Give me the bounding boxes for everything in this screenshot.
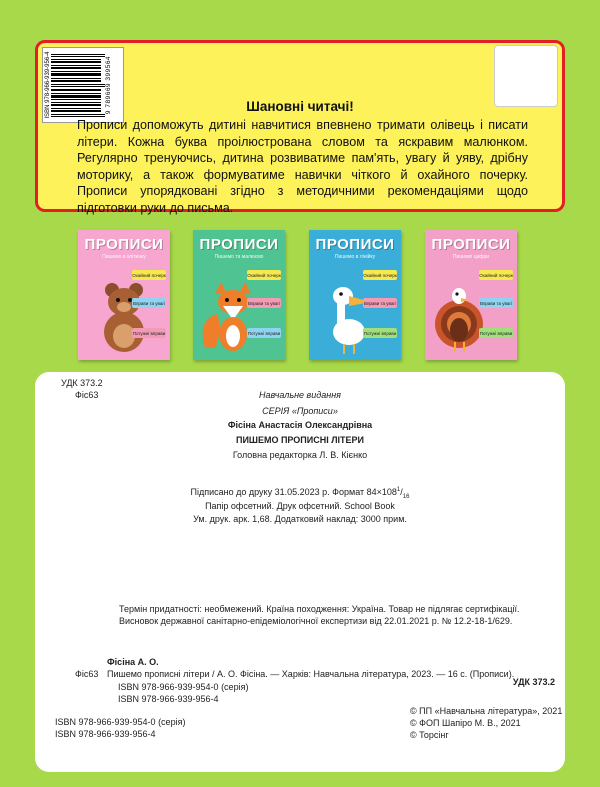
book-cover-bear <box>78 230 170 360</box>
author-short: Фісіна А. О. <box>107 657 159 667</box>
udk-code: УДК 373.2 <box>61 378 103 388</box>
print-info-line3: Ум. друк. арк. 1,68. Додатковий наклад: 3000 прим. <box>193 514 407 524</box>
series-books <box>0 230 600 370</box>
book-tag: Вправи та увагі <box>132 298 166 308</box>
book-tag: Потужні вправи <box>132 328 166 338</box>
intro-card <box>35 40 565 215</box>
book-tag: Охайний почерк <box>363 270 397 280</box>
book-tag: Вправи та увагі <box>363 298 397 308</box>
book-tag: Потужні вправи <box>363 328 397 338</box>
barcode-number: 9 789669 399564 <box>105 55 112 115</box>
author-code: Фіс63 <box>75 390 99 400</box>
isbn-book: ISBN 978-966-939-956-4 <box>118 694 219 704</box>
author-code-2: Фіс63 <box>75 669 99 679</box>
book-subtitle: Пишемо в лінійку <box>334 254 376 260</box>
validity-line1: Термін придатності: необмежений. Країна походження: Україна. Товар не підлягає сертифікації. <box>119 604 520 614</box>
copyright-line3: © Торсінг <box>410 730 449 740</box>
book-tag: Потужні вправи <box>479 328 513 338</box>
print-info-line1: Підписано до друку 31.05.2023 р. Формат $84\times 108^1/_{16}$ <box>190 487 410 500</box>
book-tag: Охайний почерк <box>479 270 513 280</box>
book-tag: Охайний почерк <box>132 270 166 280</box>
book-tag: Охайний почерк <box>247 270 281 280</box>
series-name: СЕРІЯ «Прописи» <box>262 406 338 416</box>
book-title-imprint: ПИШЕМО ПРОПИСНІ ЛІТЕРИ <box>235 435 365 445</box>
book-tag: Потужні вправи <box>247 328 281 338</box>
book-subtitle: Пишемо цифри <box>452 254 490 260</box>
book-cover-pelican <box>309 230 401 360</box>
greeting-heading: Шановні читачі! <box>246 99 354 114</box>
print-info-line2: Папір офсетний. Друк офсетний. School Book <box>205 501 395 511</box>
barcode-isbn: ISBN 978-966-939-956-4 <box>45 51 51 119</box>
book-cover-fox <box>193 230 285 360</box>
book-title: ПРОПИСИ <box>431 236 511 253</box>
author-full-name: Фісіна Анастасія Олександрівна <box>227 420 373 430</box>
blank-label-box <box>494 45 558 107</box>
book-cover-turkey <box>425 230 517 360</box>
imprint-panel <box>35 372 565 772</box>
udk-code-2: УДК 373.2 <box>512 677 555 687</box>
copyright-line1: © ПП «Навчальна література», 2021 <box>410 706 563 716</box>
book-tag: Вправи та увагі <box>479 298 513 308</box>
validity-line2: Висновок державної санітарно-епідеміологічної експертизи від 22.01.2021 р. № 12.2-18-1/629. <box>119 616 513 626</box>
isbn-book-footer: ISBN 978-966-939-956-4 <box>55 729 156 739</box>
book-tag: Вправи та увагі <box>247 298 281 308</box>
isbn-series-footer: ISBN 978-966-939-954-0 (серія) <box>55 717 186 727</box>
bibliographic-line: Пишемо прописні літери / А. О. Фісіна. — Харків: Навчальна література, 2023. — 16 с. (Прописи). <box>107 669 515 679</box>
book-subtitle: Пишемо в клітинку <box>102 254 146 260</box>
editor-line: Головна редакторка Л. В. Кієнко <box>232 450 368 460</box>
edition-type: Навчальне видання <box>259 390 341 400</box>
copyright-line2: © ФОП Шапіро М. В., 2021 <box>410 718 521 728</box>
isbn-series: ISBN 978-966-939-954-0 (серія) <box>118 682 249 692</box>
book-subtitle: Пишемо та малюємо <box>214 254 264 260</box>
book-title: ПРОПИСИ <box>315 236 395 253</box>
book-title: ПРОПИСИ <box>84 236 164 253</box>
book-title: ПРОПИСИ <box>199 236 279 253</box>
intro-text: Прописи допоможуть дитині навчитися впевнено тримати олівець і писати літери. Кожна буква проілюстрована словом та яскравим малюнком. Регулярно тренуючись, дитина розвиватиме пам'ять, увагу й уяву, дрібну моторику, а також формуватиме навички чіткого й охайного почерку. Прописи упорядковані згідно з методичними рекомендаціями щодо підготовки руки до письма. <box>77 118 528 215</box>
